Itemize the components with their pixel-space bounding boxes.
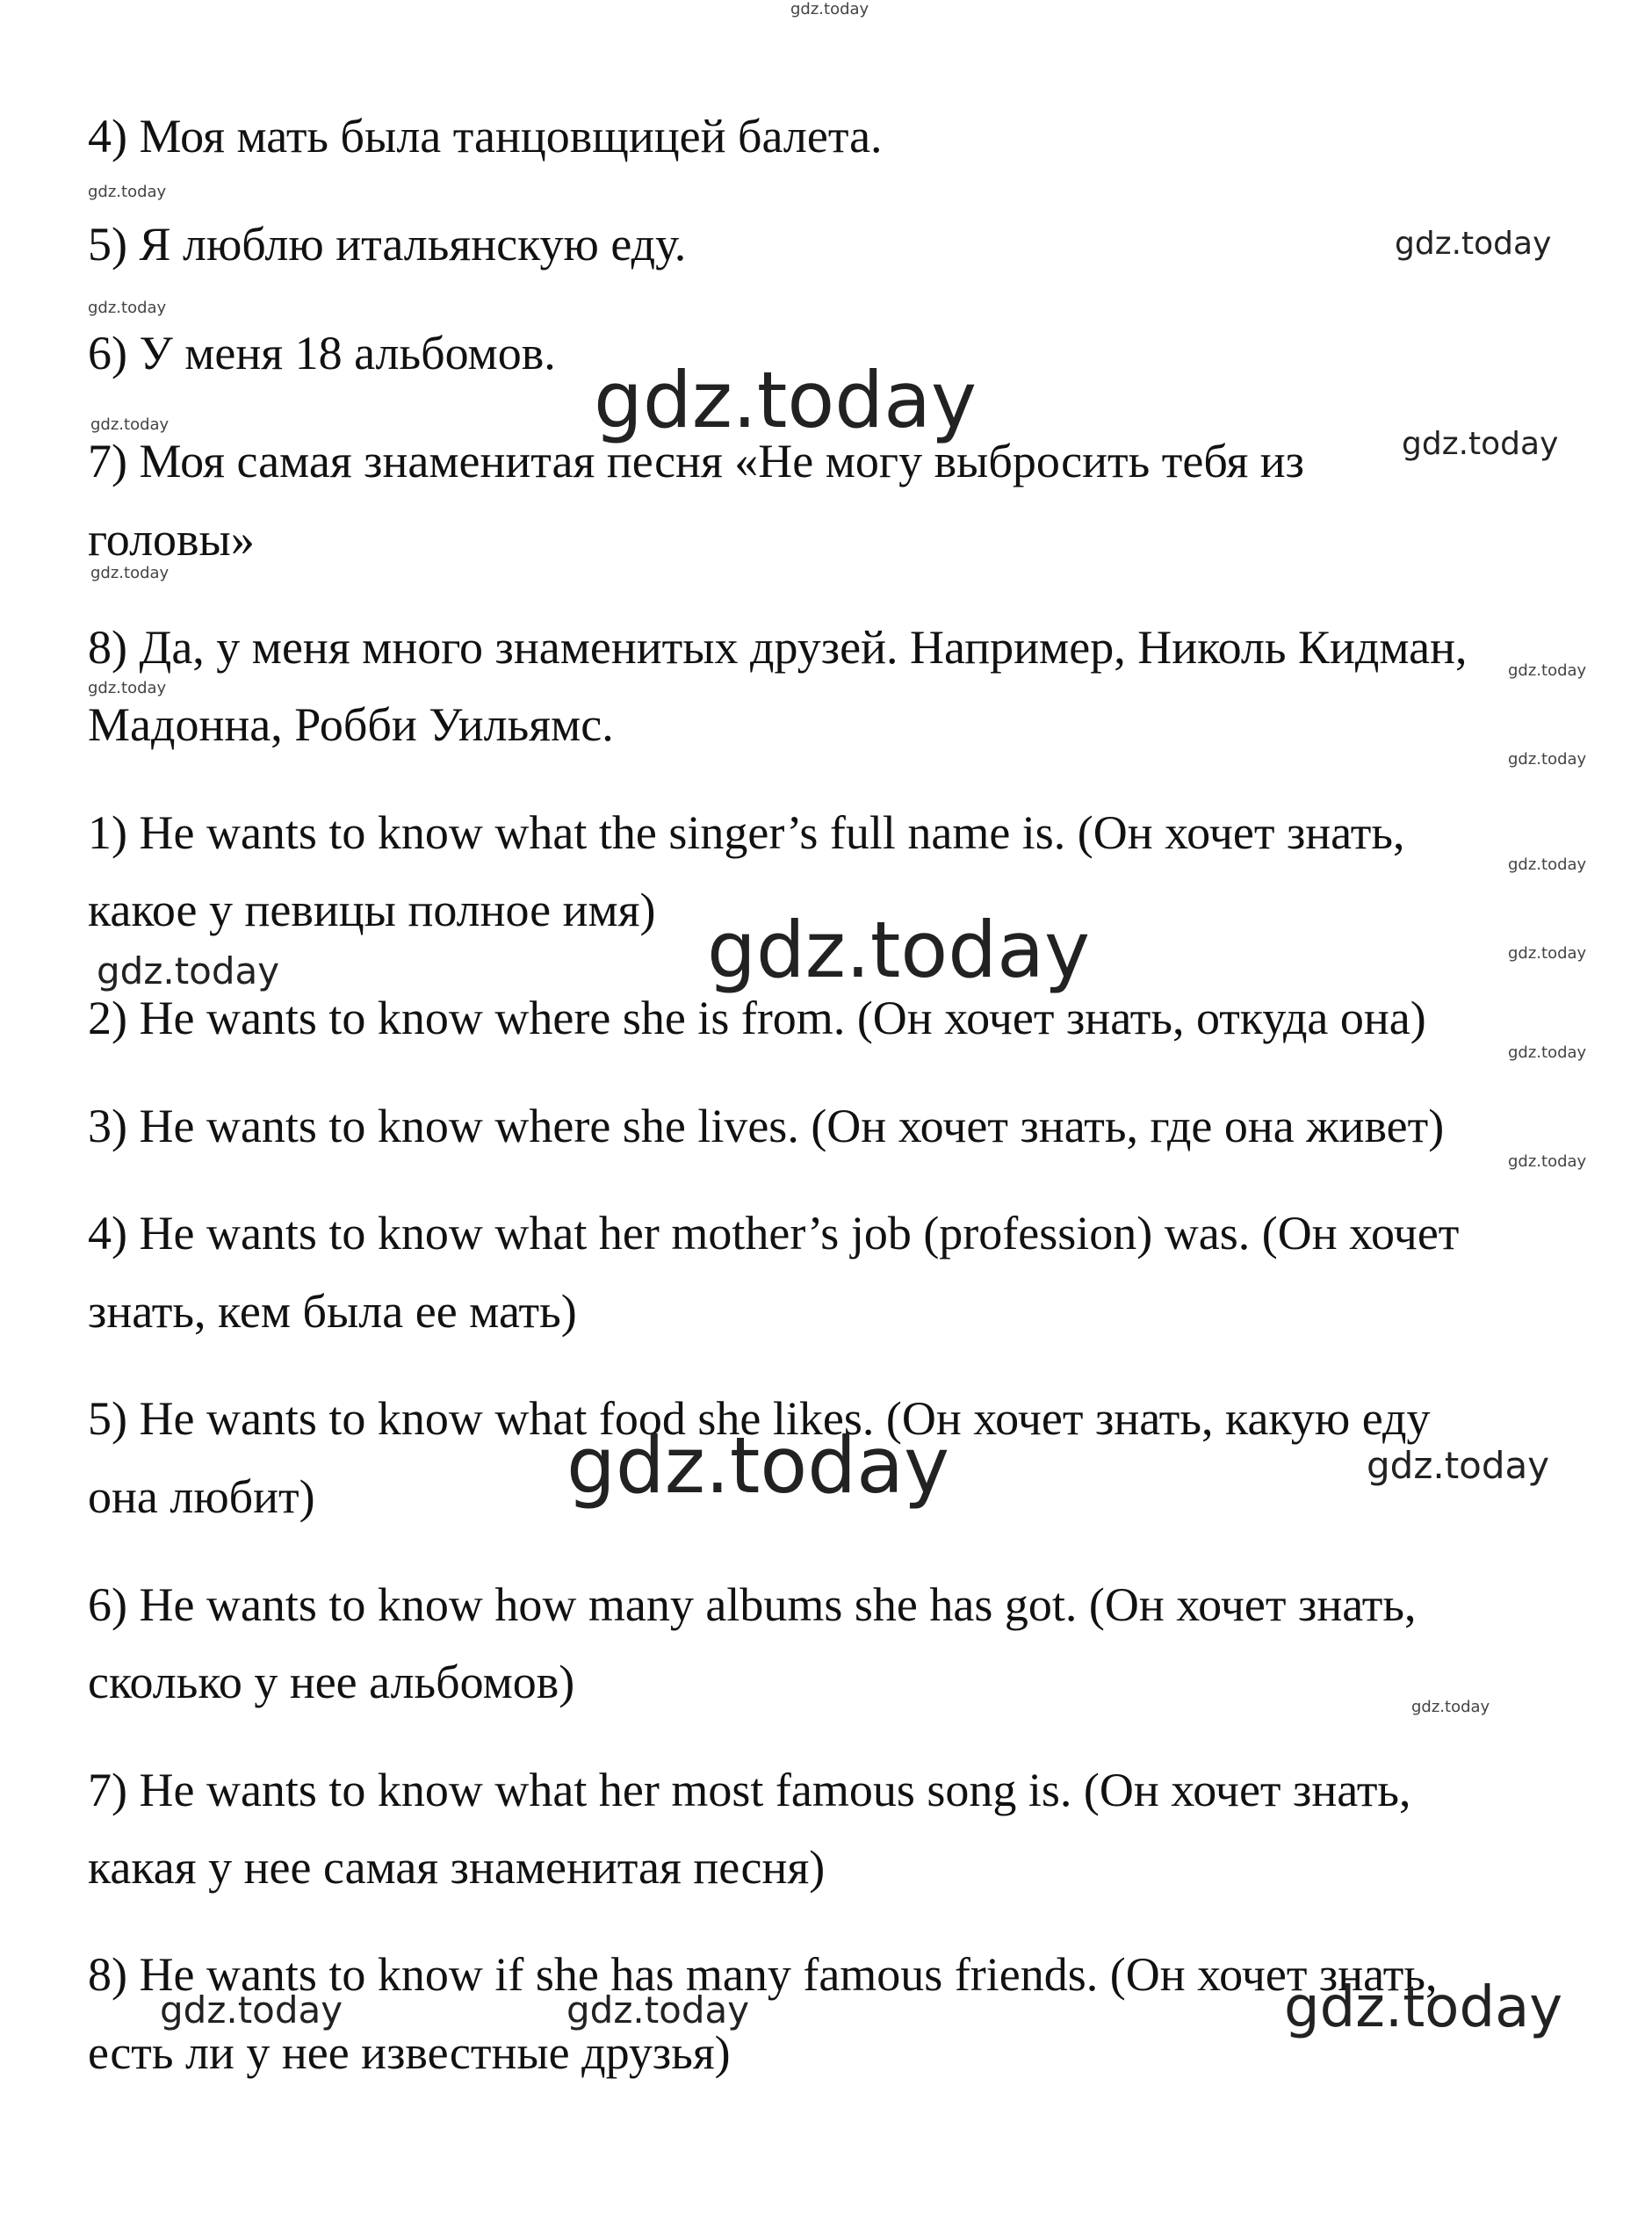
watermark: gdz.today (160, 1988, 343, 2032)
text-line: 5) Я люблю итальянскую еду. (88, 218, 687, 271)
text-line: сколько у нее альбомов) (88, 1656, 575, 1708)
text-line: 4) He wants to know what her mother’s job (profession) was. (Он хочет (88, 1207, 1460, 1259)
text-line: какая у нее самая знаменитая песня) (88, 1841, 826, 1894)
watermark: gdz.today (1508, 1152, 1587, 1171)
watermark: gdz.today (1411, 1698, 1490, 1716)
watermark: gdz.today (88, 679, 167, 697)
text-line: 7) He wants to know what her most famous song is. (Он хочет знать, (88, 1764, 1411, 1816)
text-line: знать, кем была ее мать) (88, 1285, 577, 1338)
text-line: 5) He wants to know what food she likes. (Он хочет знать, какую еду (88, 1392, 1431, 1445)
text-line: 7) Моя самая знаменитая песня «Не могу выбросить тебя из (88, 435, 1305, 487)
text-line: она любит) (88, 1470, 315, 1523)
text-line: есть ли у нее известные друзья) (88, 2026, 731, 2079)
watermark: gdz.today (88, 183, 167, 201)
text-line: 8) Да, у меня много знаменитых друзей. Например, Николь Кидман, (88, 621, 1468, 674)
text-line: какое у певицы полное имя) (88, 884, 656, 936)
watermark: gdz.today (90, 415, 170, 434)
watermark: gdz.today (1367, 1444, 1550, 1487)
watermark: gdz.today (1284, 1975, 1563, 2040)
watermark: gdz.today (566, 1420, 950, 1511)
watermark: gdz.today (1508, 855, 1587, 874)
text-line: 6) У меня 18 альбомов. (88, 327, 556, 379)
watermark: gdz.today (88, 299, 167, 317)
watermark: gdz.today (90, 564, 170, 582)
text-line: Мадонна, Робби Уильямс. (88, 698, 614, 751)
watermark: gdz.today (1508, 944, 1587, 963)
watermark: gdz.today (707, 905, 1091, 995)
text-line: 2) He wants to know where she is from. (Он хочет знать, откуда она) (88, 992, 1426, 1044)
text-line: 8) He wants to know if she has many famous friends. (Он хочет знать, (88, 1948, 1438, 2001)
watermark: gdz.today (97, 949, 280, 992)
text-line: 1) He wants to know what the singer’s full name is. (Он хочет знать, (88, 806, 1405, 859)
text-line: 6) He wants to know how many albums she has got. (Он хочет знать, (88, 1578, 1417, 1631)
watermark: gdz.today (1402, 426, 1559, 462)
text-line: головы» (88, 513, 255, 566)
watermark: gdz.today (1508, 1043, 1587, 1062)
text-line: 3) He wants to know where she lives. (Он хочет знать, где она живет) (88, 1100, 1445, 1152)
watermark: gdz.today (594, 355, 977, 445)
text-line: 4) Моя мать была танцовщицей балета. (88, 110, 883, 162)
watermark: gdz.today (790, 0, 869, 18)
watermark: gdz.today (1508, 750, 1587, 769)
watermark: gdz.today (1508, 661, 1587, 680)
watermark: gdz.today (1395, 226, 1552, 262)
watermark: gdz.today (566, 1988, 750, 2032)
